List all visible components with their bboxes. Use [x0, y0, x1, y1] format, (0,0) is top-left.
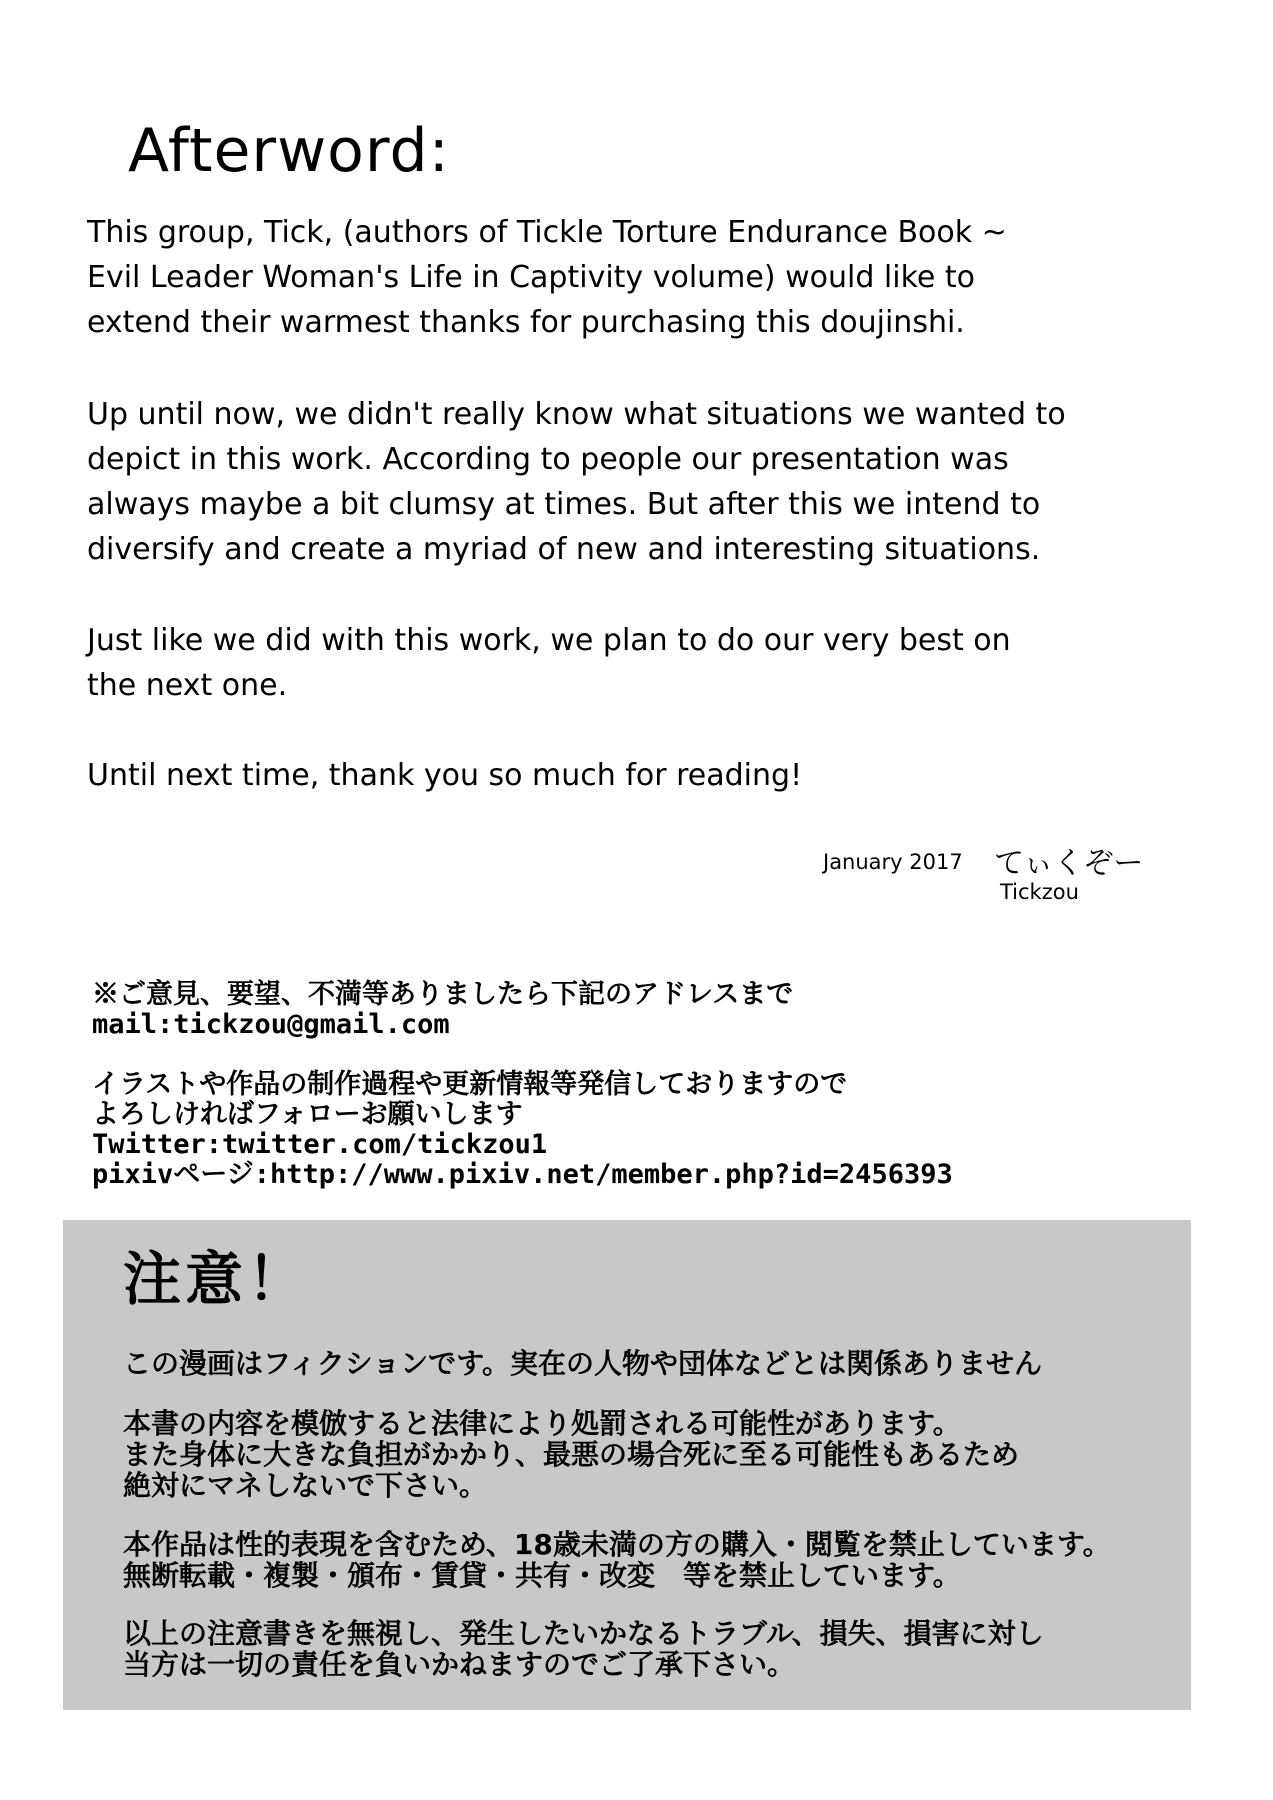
text-line: Until next time, thank you so much for reading!: [87, 758, 803, 793]
notice-paragraph-age: [123, 1529, 1111, 1591]
email-link[interactable]: mail:tickzou@gmail.com: [92, 1009, 450, 1040]
contact-follow-block: [92, 1070, 1092, 1190]
notice-line: また身体に大きな負担がかかり、最悪の場合死に至る可能性もあるため: [123, 1438, 1020, 1471]
text-line: extend their warmest thanks for purchasing this doujinshi.: [87, 305, 965, 340]
notice-line: 無断転載・複製・頒布・賃貸・共有・改変 等を禁止しています。: [123, 1559, 961, 1592]
feedback-text: ※ご意見、要望、不満等ありましたら下記のアドレスまで: [92, 979, 794, 1010]
text-line: depict in this work. According to people our presentation was: [87, 442, 1009, 477]
text-line: This group, Tick, (authors of Tickle Torture Endurance Book ~: [87, 215, 1007, 250]
text-line: always maybe a bit clumsy at times. But after this we intend to: [87, 487, 1041, 522]
notice-paragraph-fiction: [123, 1348, 1042, 1379]
notice-line: 絶対にマネしないで下さい。: [123, 1469, 488, 1502]
notice-line: 当方は一切の責任を負いかねますのでご了承下さい。: [123, 1648, 796, 1681]
text-line: the next one.: [87, 668, 288, 703]
afterword-paragraph-plans: [87, 392, 1087, 572]
afterword-paragraph-next: [87, 618, 1087, 708]
notice-title: 注意！: [123, 1245, 310, 1313]
signature-name-en: Tickzou: [1000, 880, 1079, 904]
twitter-link[interactable]: Twitter:twitter.com/tickzou1: [92, 1129, 548, 1160]
signature-name-jp: てぃくぞー: [994, 846, 1144, 881]
follow-text-line: イラストや作品の制作過程や更新情報等発信しておりますので: [92, 1069, 848, 1100]
notice-line: 以上の注意書きを無視し、発生したいかなるトラブル、損失、損害に対し: [123, 1617, 1044, 1650]
notice-paragraph-imitation: [123, 1408, 1019, 1501]
notice-line: 本書の内容を模倣すると法律により処罰される可能性があります。: [123, 1407, 961, 1440]
pixiv-link[interactable]: pixivページ:http://www.pixiv.net/member.php?id=2456393: [92, 1159, 953, 1190]
afterword-heading: Afterword:: [128, 116, 450, 186]
notice-line: 本作品は性的表現を含むため、18歳未満の方の購入・閲覧を禁止しています。: [123, 1528, 1111, 1561]
text-line: Just like we did with this work, we plan to do our very best on: [87, 623, 1011, 658]
afterword-paragraph-closing: [87, 753, 1087, 798]
text-line: diversify and create a myriad of new and interesting situations.: [87, 532, 1041, 567]
text-line: Up until now, we didn't really know what situations we wanted to: [87, 397, 1066, 432]
notice-box: [63, 1220, 1191, 1710]
follow-text-line: よろしければフォローお願いします: [92, 1099, 523, 1130]
contact-feedback-block: [92, 980, 1092, 1040]
signature-date: January 2017: [823, 850, 963, 874]
afterword-paragraph-thanks: [87, 210, 1087, 345]
text-line: Evil Leader Woman's Life in Captivity volume) would like to: [87, 260, 975, 295]
notice-paragraph-liability: [123, 1618, 1044, 1680]
notice-line: この漫画はフィクションです。実在の人物や団体などとは関係ありません: [123, 1347, 1042, 1380]
